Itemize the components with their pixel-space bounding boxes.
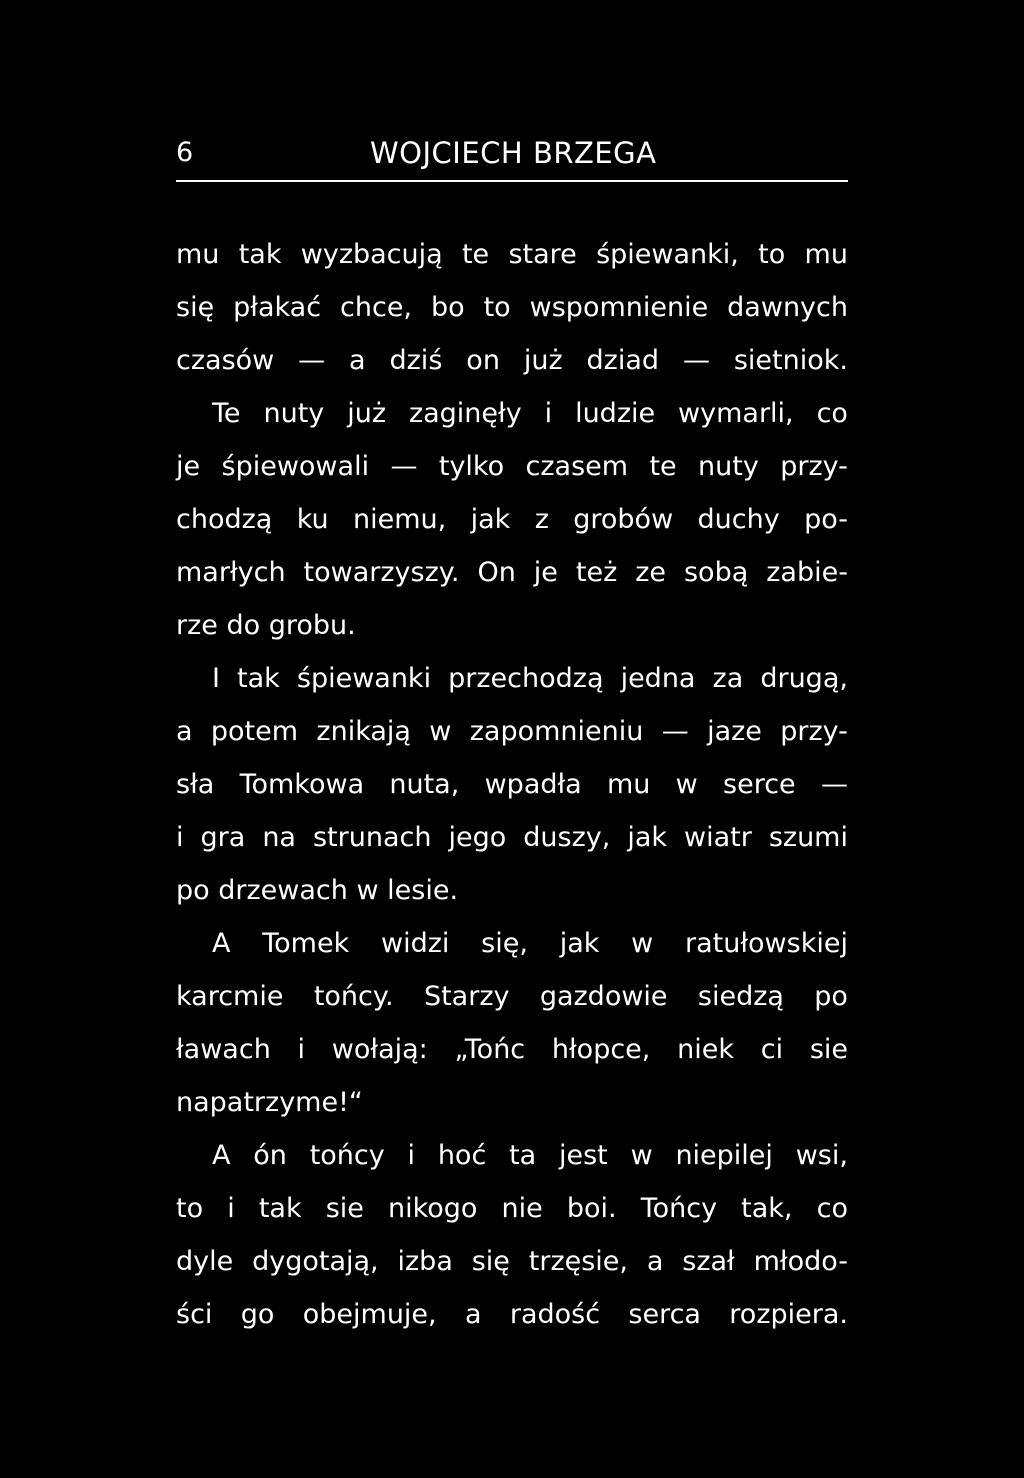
text-line: ści go obejmuje, a radość serca rozpiera. [176,1299,848,1330]
text-line: marłych towarzyszy. On je też ze sobą zabie- [176,557,848,588]
text-line: się płakać chce, bo to wspomnienie dawnych [176,292,848,323]
body-text [176,228,848,1341]
running-head-title: WOJCIECH BRZEGA [370,136,657,170]
text-line: A Tomek widzi się, jak w ratułowskiej [212,928,848,959]
text-line: karcmie tońcy. Starzy gazdowie siedzą po [176,981,848,1012]
header-rule [176,180,848,182]
text-line: Te nuty już zaginęły i ludzie wymarli, co [212,398,848,429]
text-line: rze do grobu. [176,610,356,641]
text-line: I tak śpiewanki przechodzą jedna za drugą, [212,663,848,694]
text-line: czasów — a dziś on już dziad — sietniok. [176,345,848,376]
text-line: a potem znikają w zapomnieniu — jaze przy- [176,716,848,747]
text-line: je śpiewowali — tylko czasem te nuty przy- [176,451,848,482]
text-line: po drzewach w lesie. [176,875,459,906]
text-line: chodzą ku niemu, jak z grobów duchy po- [176,504,848,535]
page-number: 6 [176,137,194,168]
text-line: dyle dygotają, izba się trzęsie, a szał młodo- [176,1246,848,1277]
text-line: mu tak wyzbacują te stare śpiewanki, to mu [176,239,848,270]
text-line: ławach i wołają: „Tońc hłopce, niek ci sie [176,1034,848,1065]
text-line: i gra na strunach jego duszy, jak wiatr szumi [176,822,848,853]
text-line: to i tak sie nikogo nie boi. Tońcy tak, co [176,1193,848,1224]
text-line: sła Tomkowa nuta, wpadła mu w serce — [176,769,848,800]
text-line: napatrzyme!“ [176,1087,363,1118]
running-head [176,134,848,174]
text-line: A ón tońcy i hoć ta jest w niepilej wsi, [212,1140,848,1171]
